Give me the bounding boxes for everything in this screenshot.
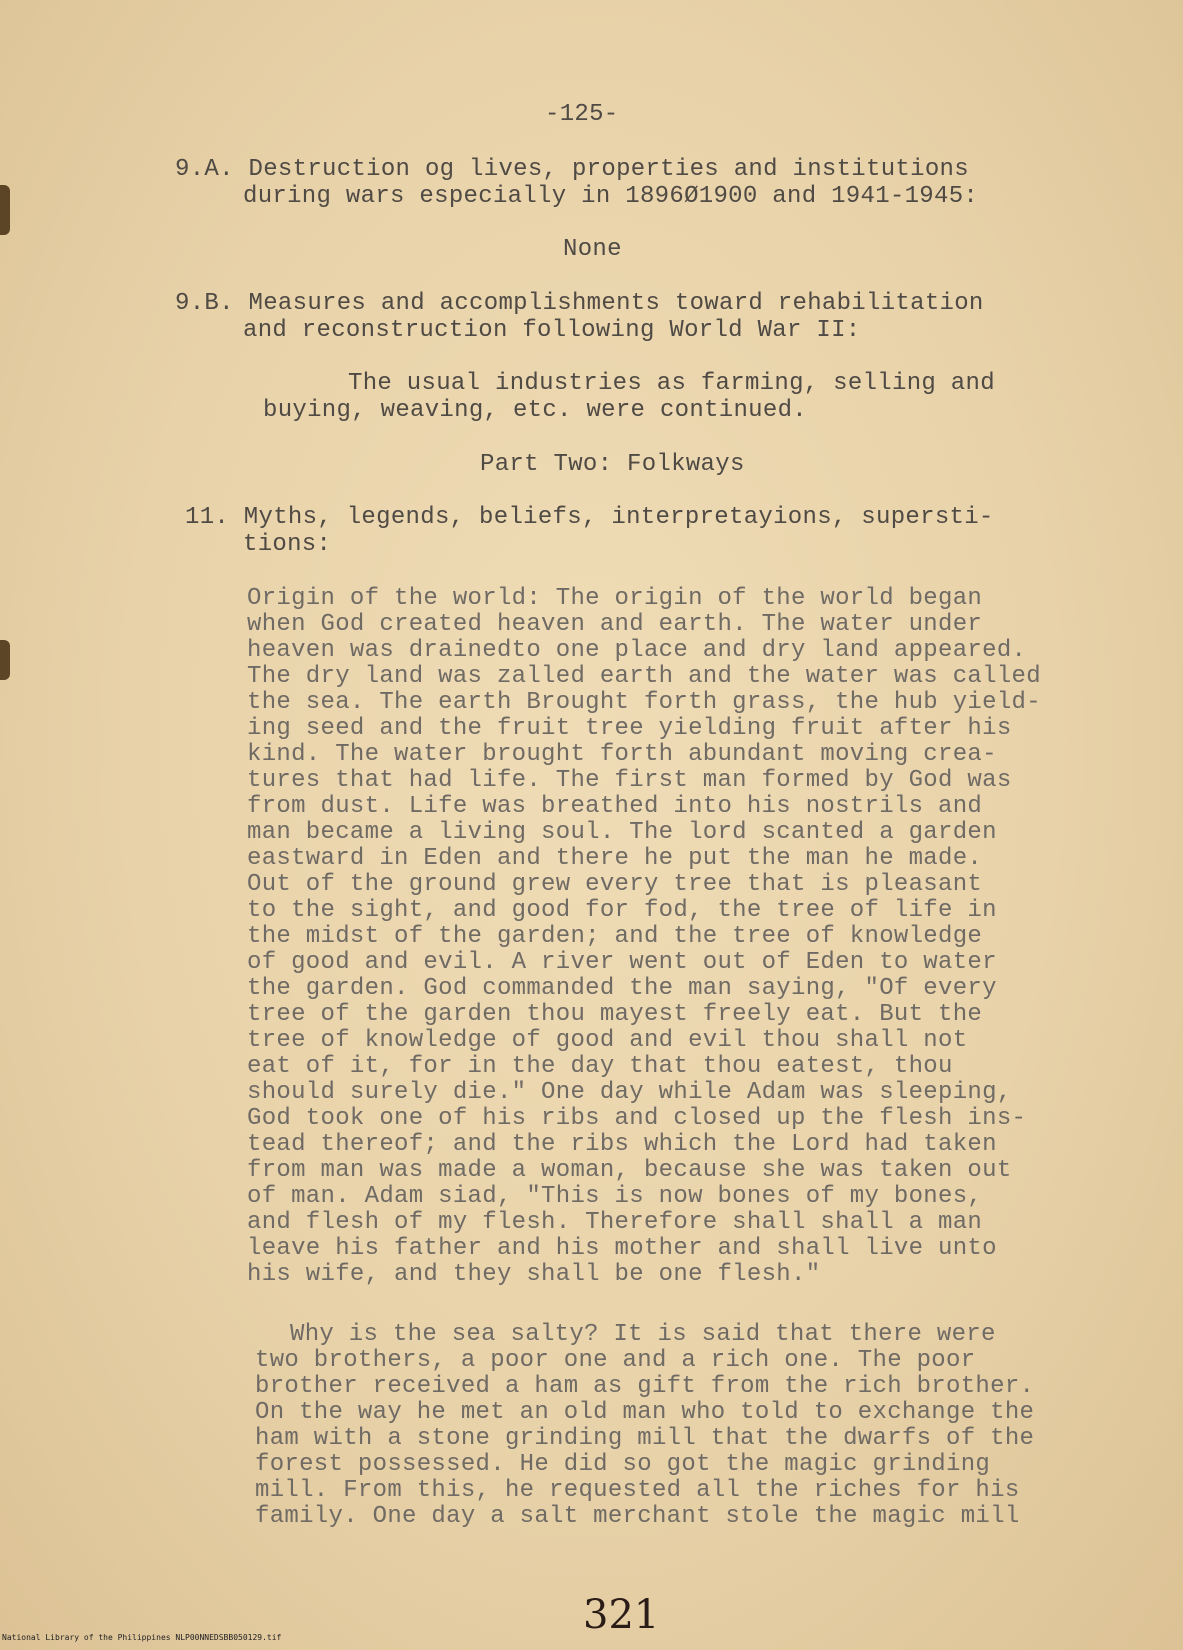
salty-line: two brothers, a poor one and a rich one. The poor [255, 1347, 976, 1374]
item-9a-line2: during wars especially in 1896Ø1900 and 1941-1945: [243, 183, 979, 210]
origin-line: the sea. The earth Brought forth grass, the hub yield- [247, 689, 1041, 716]
item-9b-line2: and reconstruction following World War II: [243, 317, 861, 344]
item-9b-answer-line1: The usual industries as farming, selling and [348, 370, 995, 397]
origin-line: tead thereof; and the ribs which the Lord had taken [247, 1131, 997, 1158]
origin-line: should surely die." One day while Adam was sleeping, [247, 1079, 1012, 1106]
origin-line: and flesh of my flesh. Therefore shall shall a man [247, 1209, 983, 1236]
origin-line: of man. Adam siad, "This is now bones of my bones, [247, 1183, 983, 1210]
item-9a-answer: None [563, 236, 622, 263]
origin-line: leave his father and his mother and shall live unto [247, 1235, 997, 1262]
item-9b-answer-line2: buying, weaving, etc. were continued. [263, 397, 807, 424]
origin-line: tree of knowledge of good and evil thou shall not [247, 1027, 968, 1054]
salty-line: forest possessed. He did so got the magic grinding [255, 1451, 991, 1478]
origin-line: The dry land was zalled earth and the water was called [247, 663, 1041, 690]
origin-line: his wife, and they shall be one flesh." [247, 1261, 821, 1288]
item-11-line1: 11. Myths, legends, beliefs, interpretayions, supersti- [185, 504, 994, 531]
item-9a-line1: 9.A. Destruction og lives, properties and institutions [175, 156, 969, 183]
origin-line: of good and evil. A river went out of Eden to water [247, 949, 997, 976]
item-11-line2: tions: [243, 531, 332, 558]
origin-line: when God created heaven and earth. The water under [247, 611, 983, 638]
origin-line: eastward in Eden and there he put the man he made. [247, 845, 983, 872]
origin-line: tures that had life. The first man formed by God was [247, 767, 1012, 794]
origin-line: Origin of the world: The origin of the world began [247, 585, 983, 612]
origin-line: tree of the garden thou mayest freely eat. But the [247, 1001, 983, 1028]
origin-line: ing seed and the fruit tree yielding fruit after his [247, 715, 1012, 742]
origin-line: God took one of his ribs and closed up the flesh ins- [247, 1105, 1027, 1132]
origin-line: from man was made a woman, because she was taken out [247, 1157, 1012, 1184]
handwritten-page-number: 321 [583, 1592, 660, 1638]
origin-line: the garden. God commanded the man saying, "Of every [247, 975, 997, 1002]
salty-line: Why is the sea salty? It is said that there were [290, 1321, 996, 1348]
origin-line: from dust. Life was breathed into his nostrils and [247, 793, 983, 820]
origin-line: kind. The water brought forth abundant moving crea- [247, 741, 997, 768]
origin-line: eat of it, for in the day that thou eatest, thou [247, 1053, 953, 1080]
salty-line: On the way he met an old man who told to exchange the [255, 1399, 1035, 1426]
page-number: -125- [545, 101, 619, 128]
origin-line: the midst of the garden; and the tree of knowledge [247, 923, 983, 950]
origin-line: Out of the ground grew every tree that is pleasant [247, 871, 983, 898]
archive-footer: National Library of the Philippines NLP00NNEDSBB050129.tif [2, 1633, 282, 1642]
origin-line: heaven was drainedto one place and dry land appeared. [247, 637, 1027, 664]
salty-line: mill. From this, he requested all the riches for his [255, 1477, 1020, 1504]
origin-line: man became a living soul. The lord scanted a garden [247, 819, 997, 846]
part-heading: Part Two: Folkways [480, 451, 745, 478]
salty-line: ham with a stone grinding mill that the dwarfs of the [255, 1425, 1035, 1452]
origin-line: to the sight, and good for fod, the tree of life in [247, 897, 997, 924]
salty-line: brother received a ham as gift from the rich brother. [255, 1373, 1035, 1400]
salty-line: family. One day a salt merchant stole the magic mill [255, 1503, 1020, 1530]
item-9b-line1: 9.B. Measures and accomplishments toward rehabilitation [175, 290, 984, 317]
